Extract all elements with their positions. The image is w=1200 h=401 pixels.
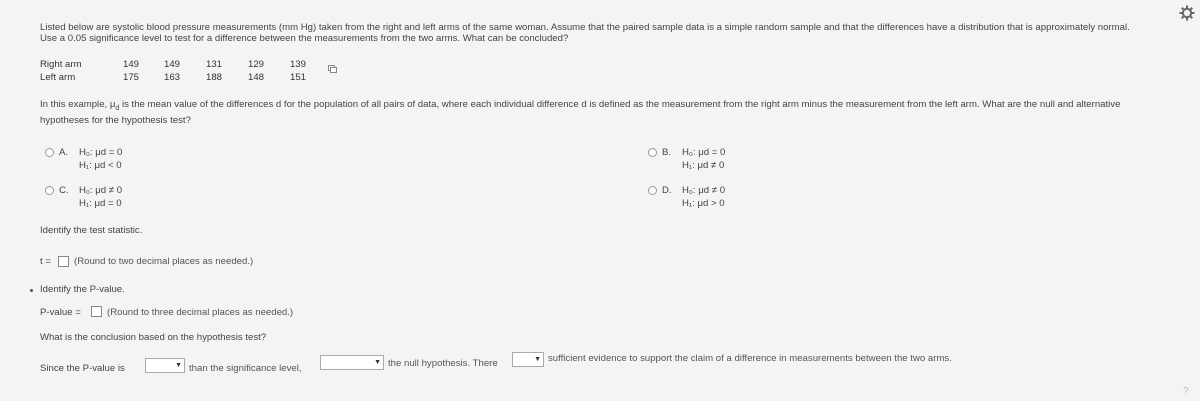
table-cell: 188 (206, 72, 223, 83)
table-cell: 139 (290, 59, 307, 70)
intro-line-2: Use a 0.05 significance level to test for a difference between the measurements from the two arms. What can be concluded? (40, 33, 569, 44)
caret-down-icon: ▼ (534, 356, 541, 363)
conclusion-part-2: than the significance level, (189, 363, 302, 374)
radio-b[interactable] (648, 148, 657, 157)
table-cell: 131 (206, 59, 223, 70)
evidence-dropdown[interactable] (512, 352, 544, 367)
gear-icon[interactable] (1179, 5, 1195, 21)
test-stat-var: t = (40, 256, 51, 267)
pvalue-comparison-dropdown[interactable] (145, 358, 185, 373)
p-value-input[interactable] (91, 306, 102, 317)
table-cell: 149 (164, 59, 181, 70)
intro-line-1: Listed below are systolic blood pressure measurements (mm Hg) taken from the right and left arms of the same woman. Assume that the paired sample data is a simple random sample and that the differences have a distribution that is approximately normal. (40, 22, 1130, 33)
null-hypothesis-action-dropdown[interactable] (320, 355, 384, 370)
radio-d[interactable] (648, 186, 657, 195)
table-cell: 163 (164, 72, 181, 83)
row-label: Left arm (40, 72, 76, 83)
caret-down-icon: ▼ (175, 362, 182, 369)
table-cell: 175 (123, 72, 140, 83)
h0-a: H₀: μd = 0 (79, 147, 123, 158)
copy-data-icon[interactable] (328, 65, 337, 73)
conclusion-part-3: the null hypothesis. There (388, 358, 498, 369)
p-value-hint: (Round to three decimal places as needed.) (107, 307, 294, 318)
h1-c: H₁: μd = 0 (79, 198, 122, 209)
row-label: Right arm (40, 59, 82, 70)
test-stat-prompt: Identify the test statistic. (40, 225, 143, 236)
definition-text: In this example, $\mu_d$ is the mean value of the differences d for the population of all pairs of data, where each individual difference d is defined as the measurement from the right arm minus the measurement from the left arm. What are the null and alternative hypotheses for the hypothesis test? (40, 99, 1121, 126)
radio-a[interactable] (45, 148, 54, 157)
radio-c[interactable] (45, 186, 54, 195)
h0-b: H₀: μd = 0 (682, 147, 726, 158)
h0-d: H₀: μd ≠ 0 (682, 185, 726, 196)
table-cell: 129 (248, 59, 265, 70)
h1-b: H₁: μd ≠ 0 (682, 160, 725, 171)
test-stat-input[interactable] (58, 256, 69, 267)
help-button[interactable]: ? (1183, 386, 1189, 397)
caret-down-icon: ▼ (374, 359, 381, 366)
p-value-label: P-value = (40, 307, 81, 318)
question-intro (40, 22, 1130, 44)
table-cell: 151 (290, 72, 307, 83)
h1-d: H₁: μd > 0 (682, 198, 725, 209)
conclusion-part-4: sufficient evidence to support the claim of a difference in measurements between the two arms. (548, 353, 952, 364)
h0-c: H₀: μd ≠ 0 (79, 185, 123, 196)
table-cell: 148 (248, 72, 265, 83)
conclusion-prompt: What is the conclusion based on the hypothesis test? (40, 332, 267, 343)
test-stat-hint: (Round to two decimal places as needed.) (74, 256, 254, 267)
p-value-prompt: Identify the P-value. (40, 284, 125, 295)
conclusion-part-1: Since the P-value is (40, 363, 125, 374)
h1-a: H₁: μd < 0 (79, 160, 122, 171)
bullet (30, 289, 33, 292)
table-cell: 149 (123, 59, 140, 70)
